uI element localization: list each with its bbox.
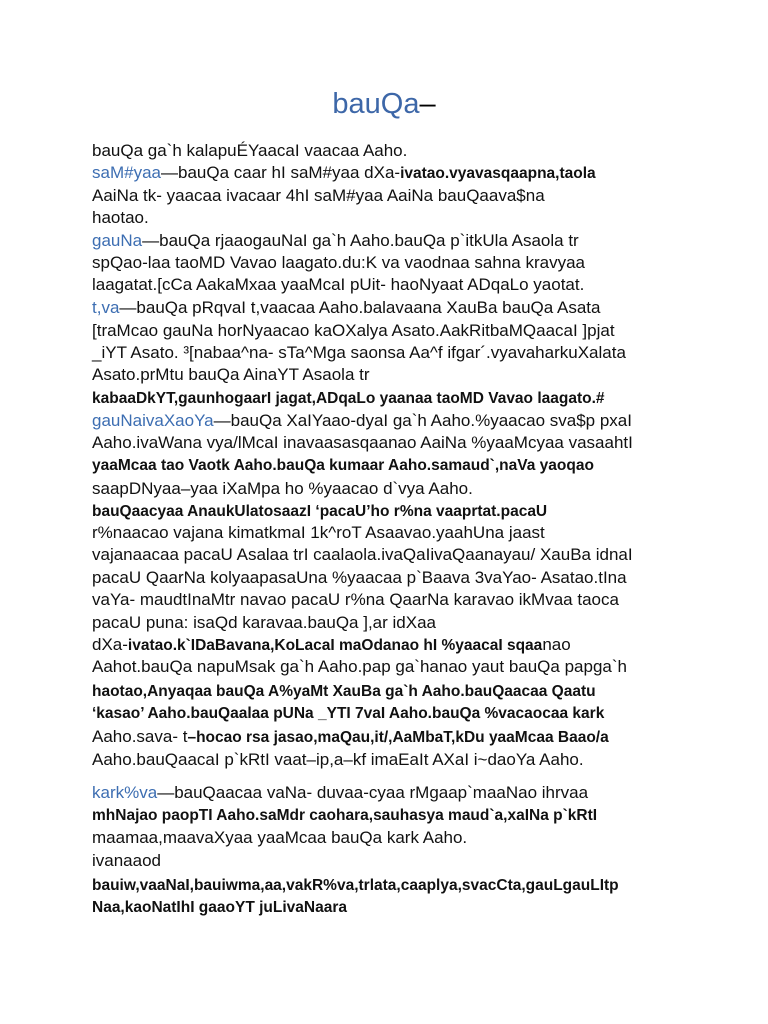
text-line xyxy=(92,567,627,589)
text-segment: bauiw,vaaNaI,bauiwma,aa,vakR%va,trlata,caaplya,svacCta,gauLgauLItp xyxy=(92,877,619,894)
text-line xyxy=(92,782,588,804)
text-segment: maamaa,maavaXyaa yaaMcaa bauQa kark Aaho. xyxy=(92,828,468,847)
text-line xyxy=(92,544,633,566)
text-segment: spQao-laa taoMD Vavao laagato.du:K va vaodnaa sahna kravyaa xyxy=(92,253,585,272)
text-line xyxy=(92,896,347,919)
text-segment: —bauQa rjaaogauNaI ga`h Aaho.bauQa p`itkUla Asaola tr xyxy=(142,231,579,250)
text-line xyxy=(92,230,579,252)
section-heading: saM#yaa xyxy=(92,163,161,182)
text-segment: nao xyxy=(542,635,571,654)
text-segment: vaYa- maudtInaMtr navao pacaU r%na QaarNa karavao ikMvaa taoca xyxy=(92,590,619,609)
text-segment: haotao. xyxy=(92,208,149,227)
text-line xyxy=(92,432,633,454)
text-segment: saapDNyaa–yaa iXaMpa ho %yaacao d`vya Aaho. xyxy=(92,479,473,498)
text-line xyxy=(92,749,584,771)
text-segment: yaaMcaa tao Vaotk Aaho.bauQa kumaar Aaho.samaud`,naVa yaoqao xyxy=(92,457,594,474)
text-line xyxy=(92,342,626,364)
text-segment: pacaU QaarNa kolyaapasaUna %yaacaa p`Baava 3vaYao- Asatao.tIna xyxy=(92,568,627,587)
text-line xyxy=(92,850,161,872)
section-heading: gauNa xyxy=(92,231,143,250)
text-segment: Aahot.bauQa napuMsak ga`h Aaho.pap ga`hanao yaut bauQa papga`h xyxy=(92,657,627,676)
text-segment: Asato.prMtu bauQa AinaYT Asaola tr xyxy=(92,365,370,384)
text-segment: vajanaacaa pacaU Asalaa trI caalaola.ivaQaIivaQaanayau/ XauBa idnaI xyxy=(92,545,633,564)
text-line xyxy=(92,207,149,229)
text-line xyxy=(92,804,597,827)
text-line xyxy=(92,656,627,678)
text-line xyxy=(92,162,596,185)
text-segment: —bauQa XaIYaao-dyaI ga`h Aaho.%yaacao sva$p pxaI xyxy=(213,411,632,430)
text-line xyxy=(92,522,545,544)
text-segment: bauQa ga`h kalapuÉYaacaI vaacaa Aaho. xyxy=(92,141,408,160)
text-line xyxy=(92,680,596,703)
text-segment: Aaho.sava- t xyxy=(92,727,188,746)
text-segment: —bauQaacaa vaNa- duvaa-cyaa rMgaap`maaNao ihrvaa xyxy=(157,783,589,802)
text-segment: haotao,Anyaqaa bauQa A%yaMt XauBa ga`h Aaho.bauQaacaa Qaatu xyxy=(92,683,596,700)
text-segment: [traMcao gauNa horNyaacao kaOXalya Asato.AakRitbaMQaacaI ]pjat xyxy=(92,321,615,340)
section-heading: kark%va xyxy=(92,783,158,802)
text-segment: ivatao.k`IDaBavana,KoLacaI maOdanao hI %yaacaI sqaa xyxy=(127,637,543,654)
text-segment: –hocao rsa jasao,maQau,it/,AaMbaT,kDu yaaMcaa Baao/a xyxy=(187,729,609,746)
text-line xyxy=(92,589,619,611)
text-line xyxy=(92,410,632,432)
text-segment: Aaho.ivaWana vya/lMcaI inavaasasqaanao AaiNa %yaaMcyaa vasaahtI xyxy=(92,433,633,452)
text-segment: ‘kasao’ Aaho.bauQaalaa pUNa _YTI 7vaI Aaho.bauQa %vacaocaa kark xyxy=(92,705,605,722)
text-line xyxy=(92,500,547,523)
text-line xyxy=(92,726,609,749)
text-line xyxy=(92,274,584,296)
page-title xyxy=(0,84,768,124)
text-line xyxy=(92,454,594,477)
text-line xyxy=(92,702,604,725)
title-dash: – xyxy=(419,88,436,120)
text-segment: pacaU puna: isaQd karavaa.bauQa ],ar idXaa xyxy=(92,613,436,632)
text-segment: bauQaacyaa AnaukUlatosaazI ‘pacaU’ho r%na vaaprtat.pacaU xyxy=(92,503,548,520)
text-segment: kabaaDkYT,gaunhogaarI jagat,ADqaLo yaanaa taoMD Vavao laagato.# xyxy=(92,390,605,407)
text-line xyxy=(92,478,473,500)
text-segment: AaiNa tk- yaacaa ivacaar 4hI saM#yaa AaiNa bauQaava$na xyxy=(92,186,545,205)
text-segment: dXa- xyxy=(92,635,128,654)
section-heading: gauNaivaXaoYa xyxy=(92,411,214,430)
text-segment: —bauQa caar hI saM#yaa dXa- xyxy=(160,163,401,182)
text-segment: mhNajao paopTI Aaho.saMdr caohara,sauhasya maud`a,xaINa p`kRtI xyxy=(92,807,598,824)
text-line xyxy=(92,612,436,634)
text-line xyxy=(92,827,467,849)
text-segment: laagatat.[cCa AakaMxaa yaaMcaI pUit- haoNyaat ADqaLo yaotat. xyxy=(92,275,585,294)
section-heading: t,va xyxy=(92,298,120,317)
text-line xyxy=(92,320,615,342)
title-text: bauQa xyxy=(332,88,420,120)
text-line xyxy=(92,252,585,274)
text-segment: —bauQa pRqvaI t,vaacaa Aaho.balavaana XauBa bauQa Asata xyxy=(119,298,601,317)
text-segment: r%naacao vajana kimatkmaI 1k^roT Asaavao.yaahUna jaast xyxy=(92,523,545,542)
text-line xyxy=(92,297,600,319)
text-segment: Naa,kaoNatIhI gaaoYT juLivaNaara xyxy=(92,899,347,916)
text-segment: ivatao.vyavasqaapna,taola xyxy=(400,165,596,182)
text-line xyxy=(92,140,407,162)
text-line xyxy=(92,387,605,410)
text-segment: Aaho.bauQaacaI p`kRtI vaat–ip,a–kf imaEaIt AXaI i~daoYa Aaho. xyxy=(92,750,584,769)
text-segment: _iYT Asato. ³[nabaa^na- sTa^Mga saonsa Aa^f ifgar´.vyavaharkuXalata xyxy=(92,343,626,362)
text-line xyxy=(92,634,571,657)
text-segment: ivanaaod xyxy=(92,851,162,870)
text-line xyxy=(92,185,545,207)
text-line xyxy=(92,874,619,897)
text-line xyxy=(92,364,370,386)
